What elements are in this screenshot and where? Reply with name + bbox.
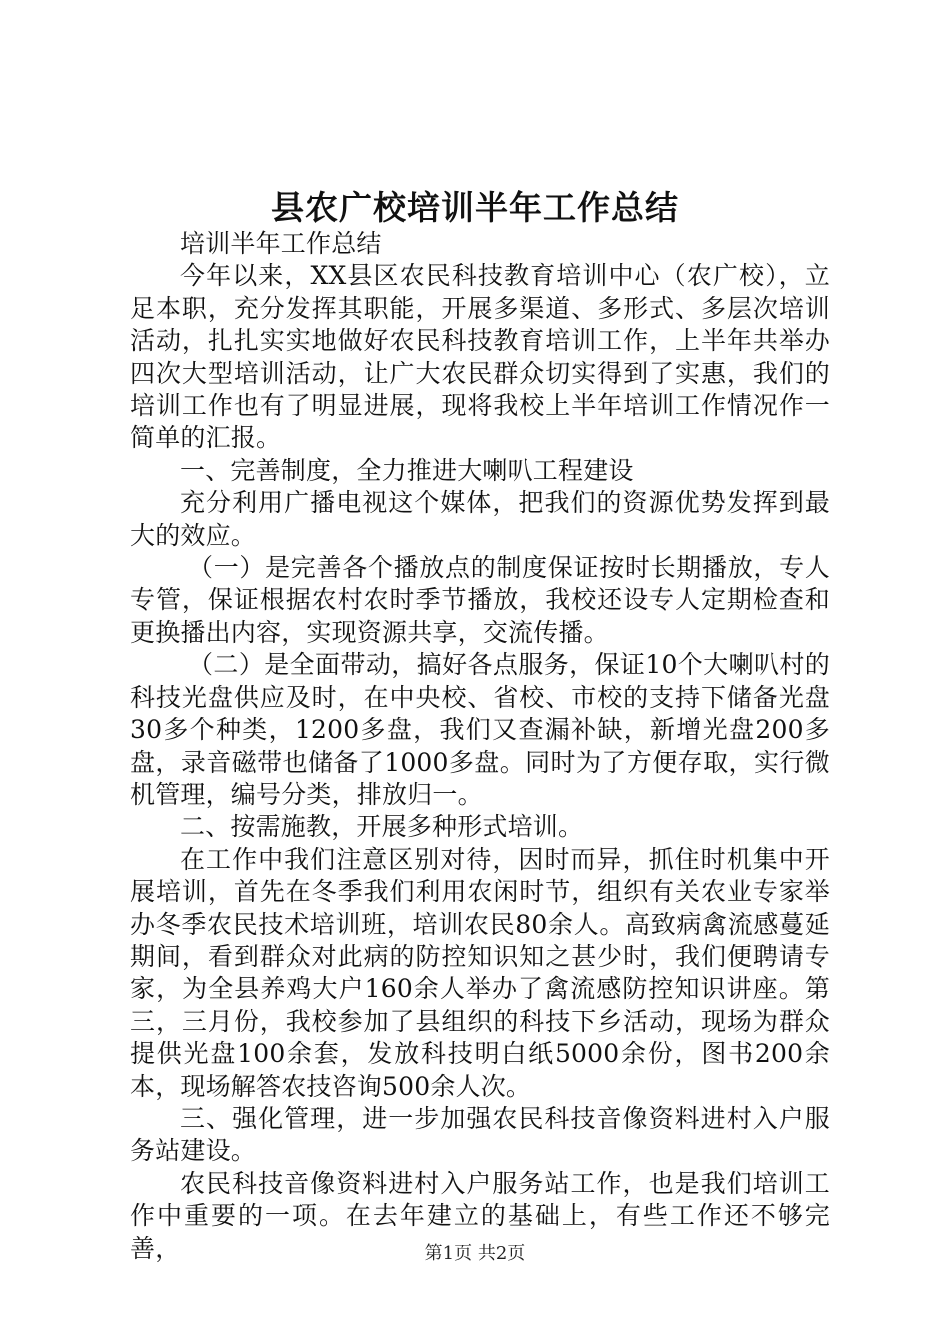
paragraph-broadcast: 充分利用广播电视这个媒体，把我们的资源优势发挥到最大的效应。: [130, 488, 830, 550]
section-heading-3: 三、强化管理，进一步加强农民科技音像资料进村入户服务站建设。: [130, 1103, 830, 1166]
page-footer: 第1页 共2页: [424, 1243, 526, 1264]
paragraph-item-1: （一）是完善各个播放点的制度保证按时长期播放，专人专管，保证根据农村农时季节播放，我校还设专人定期检查和更换播出内容，实现资源共享，交流传播。: [130, 553, 830, 647]
section-heading-1: 一、完善制度，全力推进大喇叭工程建设: [180, 455, 634, 485]
document-title: 县农广校培训半年工作总结: [271, 188, 679, 227]
paragraph-training: 在工作中我们注意区别对待，因时而异，抓住时机集中开展培训，首先在冬季我们利用农闲时节，组织有关农业专家举办冬季农民技术培训班，培训农民80余人。高致病禽流感蔓延期间，看到群众对此病的防控知识知之甚少时，我们便聘请专家，为全县养鸡大户160余人举办了禽流感防控知识讲座。第三，三月份，我校参加了县组织的科技下乡活动，现场为群众提供光盘100余套，发放科技明白纸5000余份，图书200余本，现场解答农技咨询500余人次。: [130, 844, 830, 1101]
section-heading-2: 二、按需施教，开展多种形式培训。: [180, 812, 584, 842]
paragraph-subtitle: 培训半年工作总结: [180, 229, 382, 258]
paragraph-service-station: 农民科技音像资料进村入户服务站工作，也是我们培训工作中重要的一项。在去年建立的基础上，有些工作还不够完善，: [130, 1168, 830, 1263]
paragraph-intro: 今年以来，XX县区农民科技教育培训中心（农广校），立足本职，充分发挥其职能，开展多渠道、多形式、多层次培训活动，扎扎实实地做好农民科技教育培训工作，上半年共举办四次大型培训活动，让广大农民群众切实得到了实惠，我们的培训工作也有了明显进展，现将我校上半年培训工作情况作一简单的汇报。: [130, 261, 830, 453]
paragraph-item-2: （二）是全面带动，搞好各点服务，保证10个大喇叭村的科技光盘供应及时，在中央校、省校、市校的支持下储备光盘30多个种类，1200多盘，我们又查漏补缺，新增光盘200多盘，录音磁带也储备了1000多盘。同时为了方便存取，实行微机管理，编号分类，排放归一。: [130, 650, 830, 809]
document-body: [130, 228, 830, 1265]
